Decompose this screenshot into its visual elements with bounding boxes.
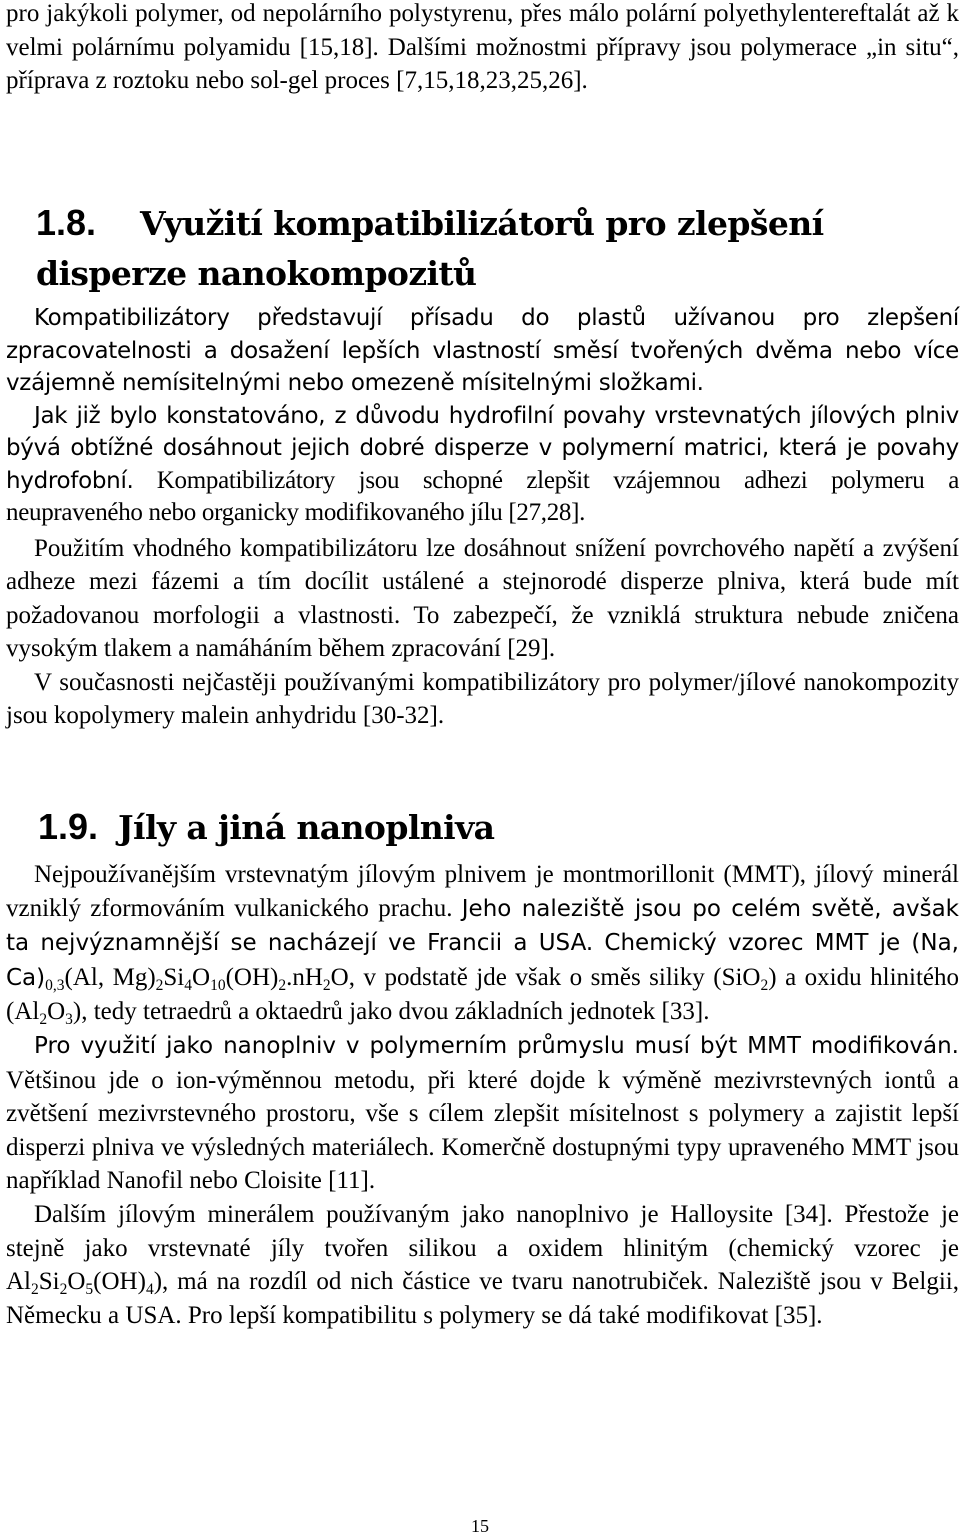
section-title: Jíly a jiná nanoplniva <box>118 808 495 847</box>
text: Pro využití jako nanoplniv v polymerním průmyslu musí být MMT modifikován. <box>34 1032 959 1059</box>
text: (Al, Mg) <box>64 963 156 991</box>
section-heading-1-8 <box>36 198 960 299</box>
section-number: 1.8. <box>36 202 97 243</box>
paragraph-mixed <box>6 400 959 530</box>
text: Většinou jde o ion-výměnnou metodu, při které dojde k výměně mezivrstevných iontů a zvětšení mezivrstevného prostoru, vše s cílem zlepšit mísitelnost s polymery a zajistit lepší disperzi plniva ve výsledných materiálech. Komerčně dostupnými typy upraveného MMT jsou například Nanofil nebo Cloisite [11]. <box>6 1066 959 1195</box>
section-1-8-body <box>6 302 959 733</box>
intro-paragraph: pro jakýkoli polymer, od nepolárního polystyrenu, přes málo polární polyethylentereftalát až k velmi polárnímu polyamidu [15,18]. Dalšími možnostmi přípravy jsou polymerace „in situ“, příprava z roztoku nebo sol-gel proces [7,15,18,23,25,26]. <box>6 0 959 95</box>
text: (OH) <box>93 1268 146 1296</box>
text: ), má na rozdíl od nich částice ve tvaru nanotrubiček. Naleziště jsou v Belgii, Německu a USA. Pro lepší kompatibilitu s polymery se dá také modifikovat [35]. <box>6 1268 959 1329</box>
subscript: 2 <box>760 976 769 994</box>
paragraph-mmt <box>6 858 959 1029</box>
subscript: 3 <box>65 1011 73 1029</box>
text: O <box>47 998 66 1026</box>
text: Si <box>38 1268 60 1296</box>
subscript: 10 <box>210 976 226 994</box>
paragraph-modification <box>6 1029 959 1198</box>
text: ), tedy tetraedrů a oktaedrů jako dvou základních jednotek [33]. <box>72 998 710 1026</box>
subscript: 2 <box>31 1281 39 1299</box>
subscript: 2 <box>322 976 331 994</box>
subscript: 5 <box>85 1281 94 1299</box>
text: (OH) <box>225 963 279 991</box>
page-number: 15 <box>471 1516 489 1536</box>
text: Dalším jílovým minerálem používaným jako nanoplnivo je Halloysite [34]. Přestože je stejně jako vrstevnaté jíly tvořen silikou a oxidem hlinitým (chemický vzorec je Al <box>6 1200 959 1296</box>
text: Nejpoužívanějším vrstevnatým jílovým plnivem je montmorillonit (MMT), jílový minerál vzniklý zformováním vulkanického prachu. <box>6 861 959 922</box>
paragraph-sans-part: Jak již bylo konstatováno, z důvodu hydrofilní povahy vrstevnatých jílových plniv bývá obtížné dosáhnout jejich dobré disperze v polymerní matrici, která je povahy hydrofobní. <box>6 402 959 494</box>
subscript: 2 <box>155 976 164 994</box>
paragraph: Kompatibilizátory představují přísadu do plastů užívanou pro zlepšení zpracovatelnosti a dosažení lepších vlastností směsí tvořených dvěma nebo více vzájemně nemísitelnými nebo omezeně mísitelnými složkami. <box>6 305 959 396</box>
text: ) a oxidu hlinitého (Al <box>6 963 959 1026</box>
section-heading-1-9 <box>38 805 494 850</box>
section-1-9-body <box>6 858 959 1332</box>
text: O <box>67 1268 86 1296</box>
paragraph: Použitím vhodného kompatibilizátoru lze dosáhnout snížení povrchového napětí a zvýšení adheze mezi fázemi a tím docílit ustálené a stejnorodé disperze plniva, která bude mít požadovanou morfologii a vlastnosti. To zabezpečí, že vzniklá struktura nebude zničena vysokým tlakem a namáháním během zpracování [29]. <box>6 534 959 663</box>
subscript: 2 <box>39 1011 48 1029</box>
text: O, v podstatě jde však o směs siliky (SiO <box>330 963 761 991</box>
section-title: Využití kompatibilizátorů pro zlepšení disperze nanokompozitů <box>36 204 824 293</box>
text: .nH <box>286 963 323 991</box>
text: Jeho naleziště jsou po celém světě, avšak ta nejvýznamnější se nacházejí ve Francii a USA. Chemický vzorec MMT je (Na, Ca) <box>6 895 959 991</box>
subscript: 0,3 <box>45 976 65 994</box>
text: O <box>192 963 211 991</box>
paragraph-serif-part: Kompatibilizátory jsou schopné zlepšit vzájemnou adhezi polymeru a neupraveného nebo organicky modifikovaného jílu [27,28]. <box>6 466 960 526</box>
subscript: 2 <box>278 976 287 994</box>
subscript: 2 <box>59 1281 68 1299</box>
subscript: 4 <box>184 976 193 994</box>
section-number: 1.9. <box>38 806 99 847</box>
subscript: 4 <box>145 1281 154 1299</box>
paragraph: V současnosti nejčastěji používanými kompatibilizátory pro polymer/jílové nanokompozity jsou kopolymery malein anhydridu [30-32]. <box>6 668 959 730</box>
paragraph-halloysite <box>6 1198 959 1332</box>
text: Si <box>163 963 185 991</box>
